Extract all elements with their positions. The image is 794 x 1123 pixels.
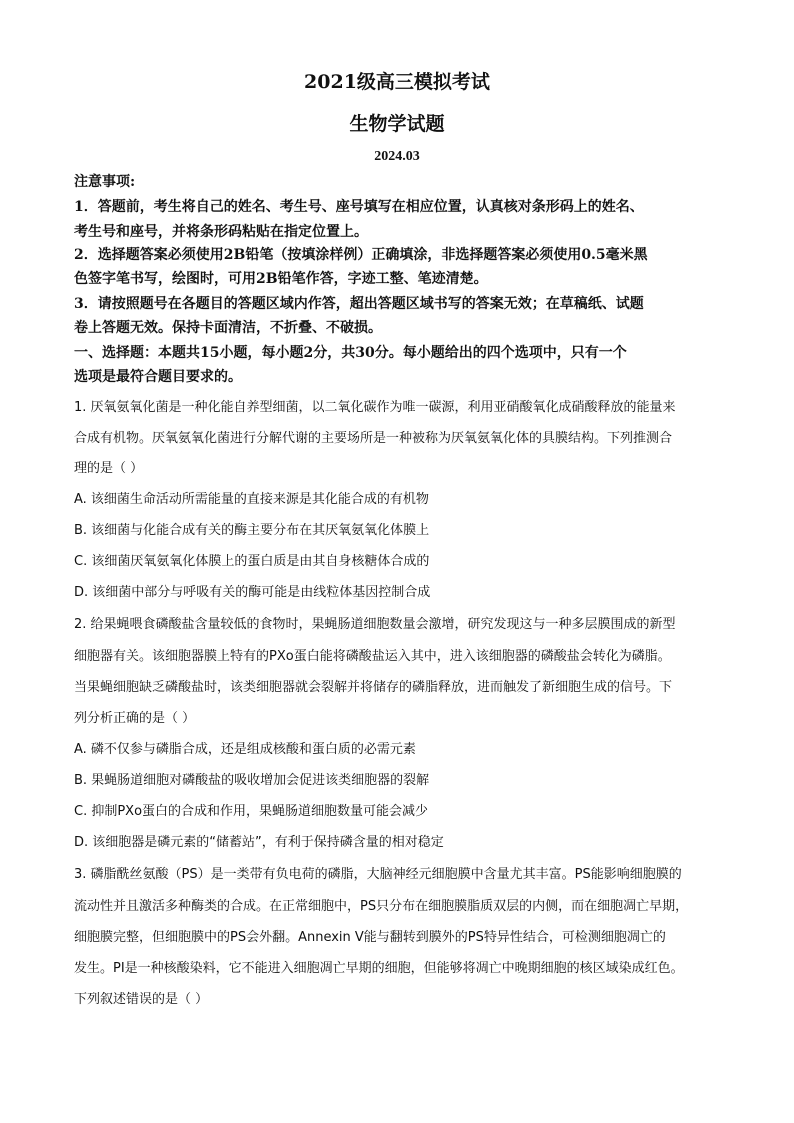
q1-option-a: A. 该细菌生命活动所需能量的直接来源是其化能合成的有机物 [74, 492, 429, 507]
q1-stem-line-3: 理的是（ ） [74, 461, 144, 476]
q3-stem-line-4: 发生。PI是一种核酸染料，它不能进入细胞凋亡早期的细胞，但能够将凋亡中晚期细胞的核区域染成红色。 [74, 961, 684, 976]
exam-date: 2024.03 [374, 149, 420, 164]
section-heading-line-2: 选项是最符合题目要求的。 [74, 369, 242, 385]
q1-stem-line-2: 合成有机物。厌氧氨氧化菌进行分解代谢的主要场所是一种被称为厌氧氨氧化体的具膜结构。下列推测合 [74, 431, 673, 446]
q2-option-c: C. 抑制PXo蛋白的合成和作用，果蝇肠道细胞数量可能会减少 [74, 804, 429, 819]
note-2-line-2: 色签字笔书写，绘图时，可用2B铅笔作答，字迹工整、笔迹清楚。 [74, 271, 488, 287]
q2-stem-line-1: 2. 给果蝇喂食磷酸盐含量较低的食物时，果蝇肠道细胞数量会激增，研究发现这与一种多层膜围成的新型 [74, 617, 676, 632]
q1-option-d: D. 该细菌中部分与呼吸有关的酶可能是由线粒体基因控制合成 [74, 585, 431, 600]
note-3-line-2: 卷上答题无效。保持卡面清洁，不折叠、不破损。 [74, 320, 382, 336]
exam-title: 2021级高三模拟考试 [304, 71, 490, 93]
q3-stem-line-2: 流动性并且激活多种酶类的合成。在正常细胞中，PS只分布在细胞膜脂质双层的内侧，而在细胞凋亡早期， [74, 899, 689, 914]
q2-stem-line-2: 细胞器有关。该细胞器膜上特有的PXo蛋白能将磷酸盐运入其中，进入该细胞器的磷酸盐会转化为磷脂。 [74, 649, 671, 664]
q3-stem-line-1: 3. 磷脂酰丝氨酸（PS）是一类带有负电荷的磷脂，大脑神经元细胞膜中含量尤其丰富。PS能影响细胞膜的 [74, 867, 682, 882]
q1-option-b: B. 该细菌与化能合成有关的酶主要分布在其厌氧氨氧化体膜上 [74, 523, 430, 538]
q2-option-a: A. 磷不仅参与磷脂合成，还是组成核酸和蛋白质的必需元素 [74, 742, 416, 757]
q1-option-c: C. 该细菌厌氧氨氧化体膜上的蛋白质是由其自身核糖体合成的 [74, 554, 430, 569]
section-heading-line-1: 一、选择题：本题共15小题，每小题2分，共30分。每小题给出的四个选项中，只有一个 [74, 345, 627, 361]
note-1-line-1: 1．答题前，考生将自己的姓名、考生号、座号填写在相应位置，认真核对条形码上的姓名、 [74, 199, 644, 215]
note-1-line-2: 考生号和座号，并将条形码粘贴在指定位置上。 [74, 224, 368, 240]
exam-subject: 生物学试题 [349, 113, 445, 135]
q2-stem-line-3: 当果蝇细胞缺乏磷酸盐时，该类细胞器就会裂解并将储存的磷脂释放，进而触发了新细胞生成的信号。下 [74, 680, 673, 695]
note-3-line-1: 3．请按照题号在各题目的答题区域内作答，超出答题区域书写的答案无效；在草稿纸、试题 [74, 296, 644, 312]
note-2-line-1: 2．选择题答案必须使用2B铅笔（按填涂样例）正确填涂，非选择题答案必须使用0.5毫米黑 [74, 247, 648, 263]
q3-stem-line-3: 细胞膜完整，但细胞膜中的PS会外翻。Annexin V能与翻转到膜外的PS特异性结合，可检测细胞凋亡的 [74, 930, 666, 945]
q1-stem-line-1: 1. 厌氧氨氧化菌是一种化能自养型细菌，以二氧化碳作为唯一碳源，利用亚硝酸氧化成硝酸释放的能量来 [74, 400, 676, 415]
q2-option-b: B. 果蝇肠道细胞对磷酸盐的吸收增加会促进该类细胞器的裂解 [74, 773, 430, 788]
q2-stem-line-4: 列分析正确的是（ ） [74, 711, 196, 726]
q3-stem-line-5: 下列叙述错误的是（ ） [74, 992, 209, 1007]
q2-option-d: D. 该细胞器是磷元素的“储蓄站”，有利于保持磷含量的相对稳定 [74, 835, 444, 850]
notes-heading: 注意事项: [74, 174, 136, 190]
